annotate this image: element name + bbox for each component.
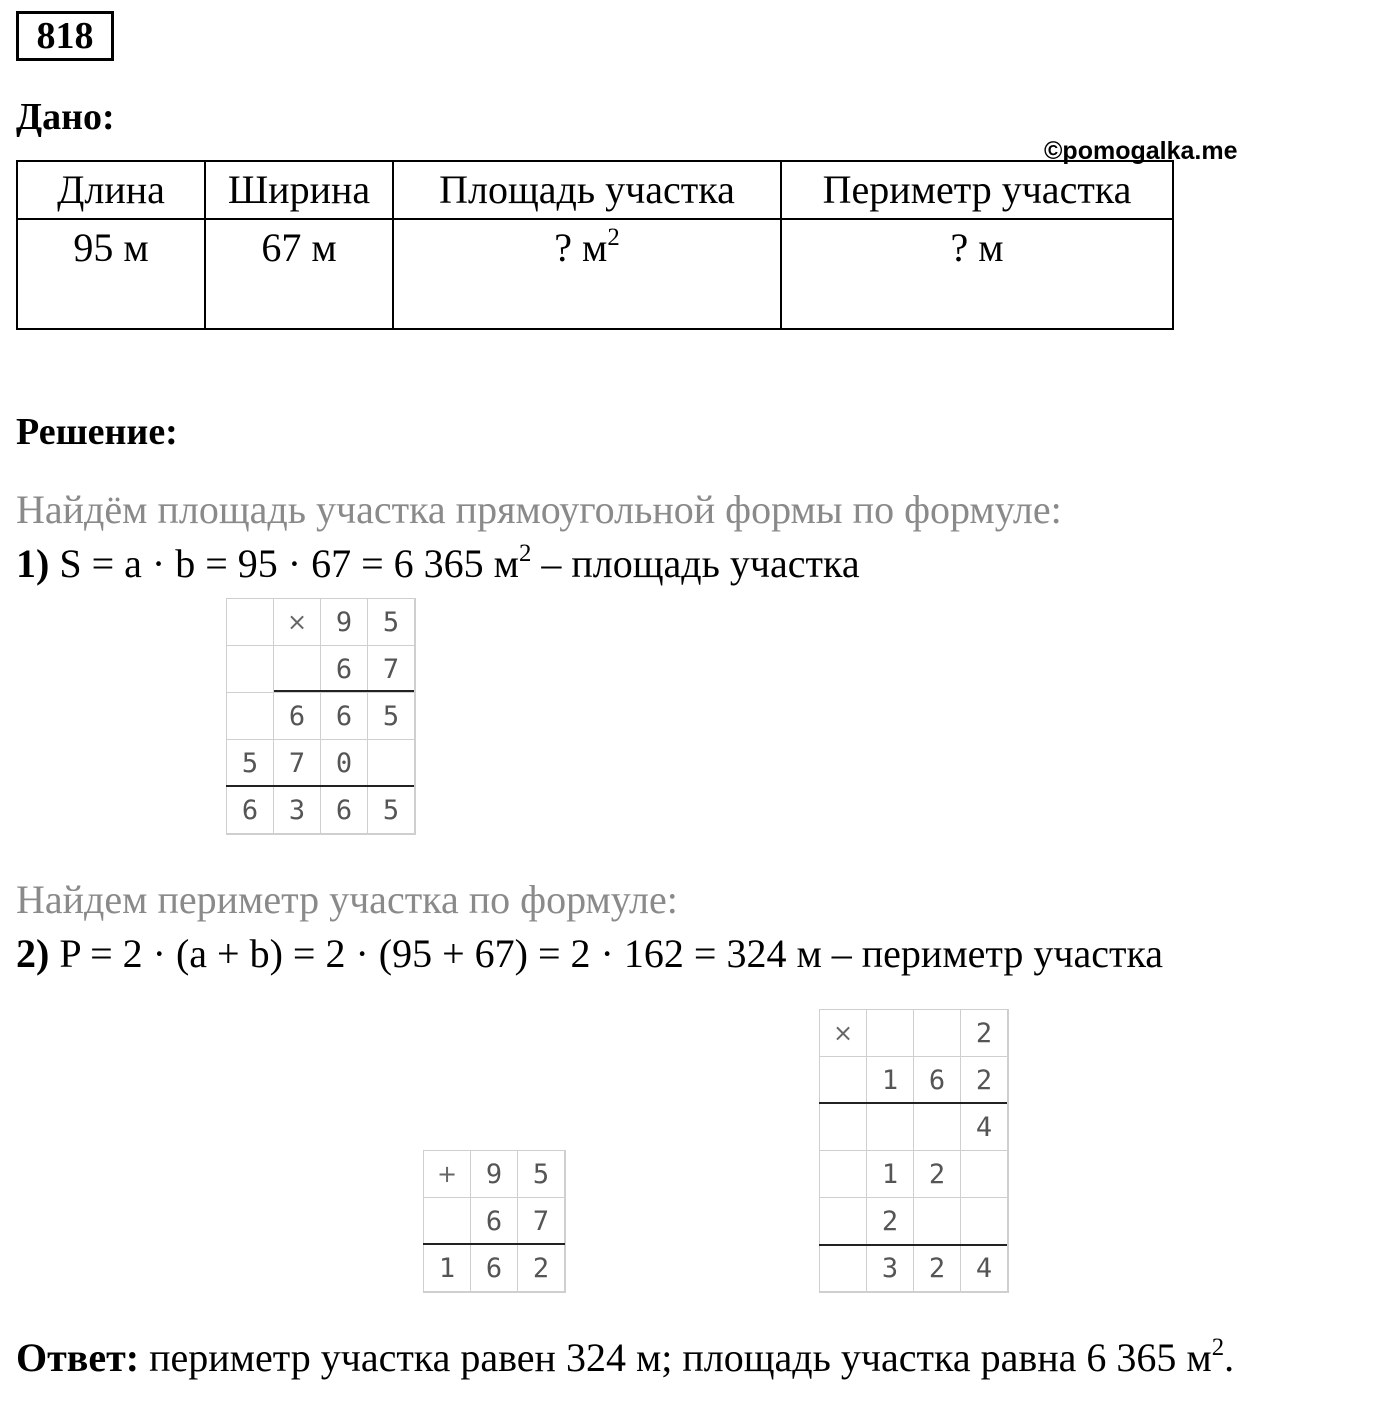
mult1-cell: 3	[274, 787, 321, 834]
mult1-cell: 6	[321, 787, 368, 834]
mult2-cell: 4	[961, 1104, 1008, 1151]
step2-formula: P = 2 · (a + b) = 2 · (95 + 67) = 2 · 162 = 324 м – периметр участка	[59, 931, 1164, 976]
mult1-cell: 6	[321, 693, 368, 740]
step1-tail: – площадь участка	[531, 541, 860, 586]
mult1-cell: 9	[321, 599, 368, 646]
value-width: 67 м	[205, 219, 393, 329]
mult1-cell: 7	[274, 740, 321, 787]
mult1-cell: 5	[368, 599, 415, 646]
answer-line	[16, 1334, 1234, 1381]
watermark: ©pomogalka.me	[1044, 137, 1238, 165]
given-table	[16, 160, 1174, 330]
multiplication-grid-perimeter	[819, 1009, 1009, 1293]
answer-end: .	[1224, 1335, 1235, 1380]
mult1-cell	[227, 693, 274, 740]
mult2-cell: 2	[867, 1198, 914, 1245]
mult2-cell: ×	[820, 1010, 867, 1057]
problem-number: 818	[16, 11, 114, 61]
add1-cell	[424, 1198, 471, 1245]
mult2-cell	[961, 1151, 1008, 1198]
multiplication-grid-area	[226, 598, 416, 835]
value-area	[393, 219, 781, 329]
mult1-cell: 7	[368, 646, 415, 693]
add1-cell: 9	[471, 1151, 518, 1198]
answer-label: Ответ:	[16, 1335, 140, 1380]
mult2-cell: 4	[961, 1245, 1008, 1292]
step1-number: 1)	[16, 541, 50, 586]
mult2-cell	[914, 1010, 961, 1057]
header-width: Ширина	[205, 161, 393, 219]
mult1-cell: 0	[321, 740, 368, 787]
mult2-cell: 1	[867, 1057, 914, 1104]
step1-hint: Найдём площадь участка прямоугольной формы по формуле:	[16, 487, 1062, 532]
mult2-cell	[914, 1198, 961, 1245]
mult1-cell	[227, 646, 274, 693]
add1-cell: 7	[518, 1198, 565, 1245]
addition-grid	[423, 1150, 566, 1293]
value-perimeter: ? м	[781, 219, 1173, 329]
step1-formula: S = a · b = 95 · 67 = 6 365 м	[59, 541, 519, 586]
add1-cell: 1	[424, 1245, 471, 1292]
mult2-cell: 2	[914, 1245, 961, 1292]
mult2-cell: 3	[867, 1245, 914, 1292]
mult1-cell: 5	[227, 740, 274, 787]
mult2-cell	[820, 1057, 867, 1104]
step2-number: 2)	[16, 931, 50, 976]
add1-cell: 6	[471, 1245, 518, 1292]
mult2-rule-2	[819, 1244, 1007, 1246]
mult2-cell: 2	[961, 1010, 1008, 1057]
mult2-cell	[820, 1245, 867, 1292]
header-perimeter: Периметр участка	[781, 161, 1173, 219]
mult1-cell	[227, 599, 274, 646]
given-heading: Дано:	[16, 96, 115, 138]
mult2-cell	[820, 1151, 867, 1198]
value-length: 95 м	[17, 219, 205, 329]
mult2-cell: 2	[914, 1151, 961, 1198]
add1-rule	[423, 1243, 565, 1245]
mult1-cell: ×	[274, 599, 321, 646]
solution-heading: Решение:	[16, 411, 178, 453]
mult2-cell: 2	[961, 1057, 1008, 1104]
mult2-cell	[914, 1104, 961, 1151]
header-area: Площадь участка	[393, 161, 781, 219]
value-area-sup: 2	[607, 224, 620, 252]
step1-sup: 2	[518, 540, 532, 568]
answer-text: периметр участка равен 324 м; площадь участка равна 6 365 м	[139, 1335, 1212, 1380]
add1-cell: +	[424, 1151, 471, 1198]
step2-line	[16, 930, 1163, 977]
mult1-cell: 6	[227, 787, 274, 834]
step1-line	[16, 540, 860, 587]
answer-sup: 2	[1211, 1334, 1225, 1362]
value-area-text: ? м	[554, 225, 608, 270]
header-length: Длина	[17, 161, 205, 219]
mult2-cell: 6	[914, 1057, 961, 1104]
mult1-rule-2	[226, 785, 414, 787]
mult1-cell: 5	[368, 693, 415, 740]
mult1-cell: 5	[368, 787, 415, 834]
mult1-cell: 6	[321, 646, 368, 693]
mult2-cell: 1	[867, 1151, 914, 1198]
mult2-cell	[867, 1010, 914, 1057]
mult1-cell	[274, 646, 321, 693]
mult2-cell	[867, 1104, 914, 1151]
mult2-rule-1	[819, 1102, 1007, 1104]
mult2-cell	[820, 1198, 867, 1245]
add1-cell: 2	[518, 1245, 565, 1292]
mult1-cell	[368, 740, 415, 787]
mult1-cell: 6	[274, 693, 321, 740]
add1-cell: 6	[471, 1198, 518, 1245]
mult2-cell	[820, 1104, 867, 1151]
step2-hint: Найдем периметр участка по формуле:	[16, 877, 678, 922]
add1-cell: 5	[518, 1151, 565, 1198]
mult2-cell	[961, 1198, 1008, 1245]
mult1-rule-1	[274, 690, 414, 692]
